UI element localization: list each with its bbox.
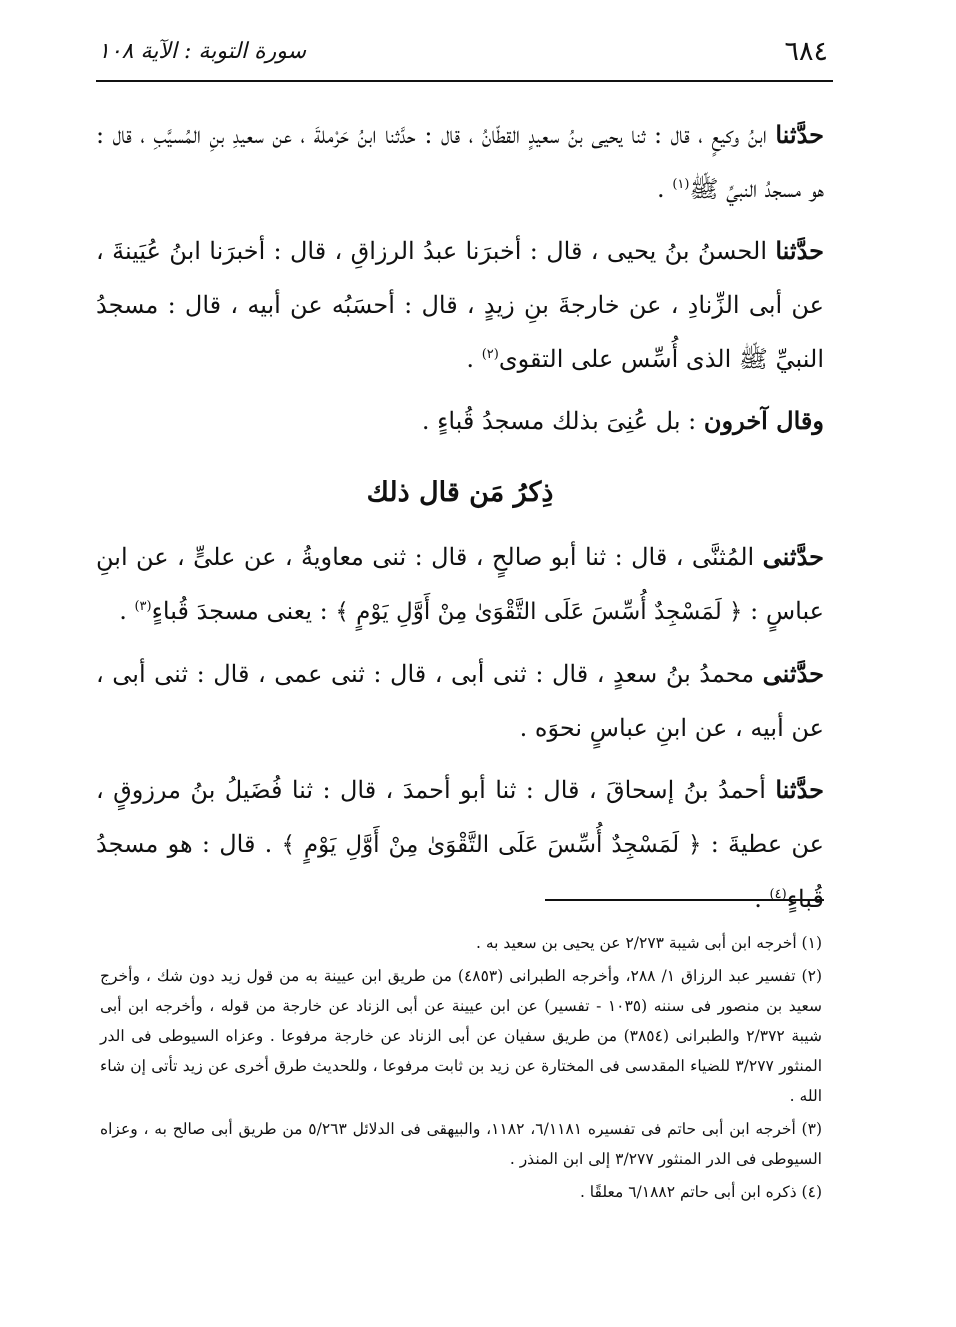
footnote-marker: (١) [672,177,690,192]
hadith-paragraph [96,763,824,926]
narration-text: ابنُ وكيعٍ ، قال : ثنا يحيى بنُ سعيدٍ القطّانُ ، قال : حدَّثنا ابنُ حَرْملةَ ، عن سعيدِ بنِ المُسيَّبِ ، قال : هو مسجدُ النبيِّ ﷺ [96,121,824,203]
sentence-end: . [754,885,770,913]
sentence-end: . [119,597,135,625]
narration-lead: حدَّثنا [775,775,824,804]
narration-lead: حدَّثنى [762,659,824,688]
footnote-divider [545,899,824,901]
quran-verse: ﴿ لَمَسْجِدٌ أُسِّسَ عَلَى التَّقْوَىٰ مِنْ أَوَّلِ يَوْمٍ ﴾ [335,599,743,625]
footnote-marker: (٢) [481,347,499,362]
footnote: (٢) تفسير عبد الرزاق ١/ ٢٨٨، وأخرجه الطبرانى (٤٨٥٣) من طريق ابن عيينة به من قول زيد دون شك ، وأخرج سعيد بن منصور فى سننه (١٠٣٥ - تفسير) عن ابن عيينة عن أبى الزناد عن خارجة من قوله ، وأخرجه ابن أبى شيبة ٢/٣٧٢ والطبرانى (٣٨٥٤) من طريق سفيان عن أبى الزناد عن خارجة مرفوعا . وعزاه السيوطى فى الدر المنثور ٣/٢٧٧ للضياء المقدسى فى المختارة عن زيد بن ثابت مرفوعا ، وللحديث طرق أخرى عن زيد تأتى إن شاء الله . [100,967,823,1105]
section-heading: ذِكرُ مَن قال ذلك [366,477,554,508]
narration-text-after: . قال : هو مسجدُ قُباءٍ [96,830,824,913]
footnote-marker: (٤) [769,887,787,902]
footnote: (١) أخرجه ابن أبى شيبة ٢/٢٧٣ عن يحيى بن سعيد به . [475,934,822,952]
opinion-paragraph [96,394,824,448]
narration-text: محمدُ بنُ سعدٍ ، قال : ثنى أبى ، قال : ثنى عمى ، قال : ثنى أبى ، عن أبيه ، عن ابنِ عباسٍ نحوَه . [96,660,824,742]
footnote: (٣) أخرجه ابن أبى حاتم فى تفسيره ٦/١١٨١، ١١٨٢، والبيهقى فى الدلائل ٥/٢٦٣ من طريق أبى صالح به ، وعزاه السيوطى فى الدر المنثور ٣/٢٧٧ إلى ابن المنذر . [100,1120,822,1168]
footnote-marker: (٣) [134,599,152,614]
page-number: ٦٨٤ [784,35,828,67]
hadith-paragraph [96,647,824,755]
hadith-paragraph [96,530,824,639]
narration-text: : بل عُنِىَ بذلك مسجدُ قُباءٍ . [421,407,704,435]
narration-text: المُثنَّى ، قال : ثنا أبو صالحٍ ، قال : ثنى معاويةُ ، عن علىٍّ ، عن ابنِ عباسٍ : [96,543,824,625]
narration-text: الحسنُ بنُ يحيى ، قال : أخبرَنا عبدُ الرزاقِ ، قال : أخبرَنا ابنُ عُيَينةَ ، عن أبى الزِّنادِ ، عن خارجةَ بنِ زيدٍ ، قال : أحسَبُه عن أبيه ، قال : مسجدُ النبيِّ ﷺ الذى أُسِّس على التقوى [96,237,824,373]
main-text [96,108,824,934]
running-title: سورة التوبة : الآية ١٠٨ [98,38,307,64]
sentence-end: . [657,175,673,203]
narration-lead: حدَّثنا [775,120,824,149]
hadith-paragraph [96,224,824,386]
footnotes [100,928,822,1210]
page-header [98,28,828,74]
narration-text-after: : يعنى مسجدَ قُباءٍ [151,597,336,625]
narration-lead: وقال آخرون [703,406,824,435]
narration-text: أحمدُ بنُ إسحاقَ ، قال : ثنا أبو أحمدَ ، قال : ثنا فُضَيلُ بنُ مرزوقٍ ، عن عطيةَ : [96,776,824,858]
header-divider [96,80,833,82]
narration-lead: حدَّثنى [762,542,824,571]
sentence-end: . [466,345,482,373]
narration-lead: حدَّثنا [775,236,824,265]
footnote: (٤) ذكره ابن أبى حاتم ٦/١٨٨٢ معلقًا . [579,1183,822,1201]
hadith-paragraph [96,108,824,216]
quran-verse: ﴿ لَمَسْجِدٌ أُسِّسَ عَلَى التَّقْوَىٰ مِنْ أَوَّلِ يَوْمٍ ﴾ [281,832,702,858]
